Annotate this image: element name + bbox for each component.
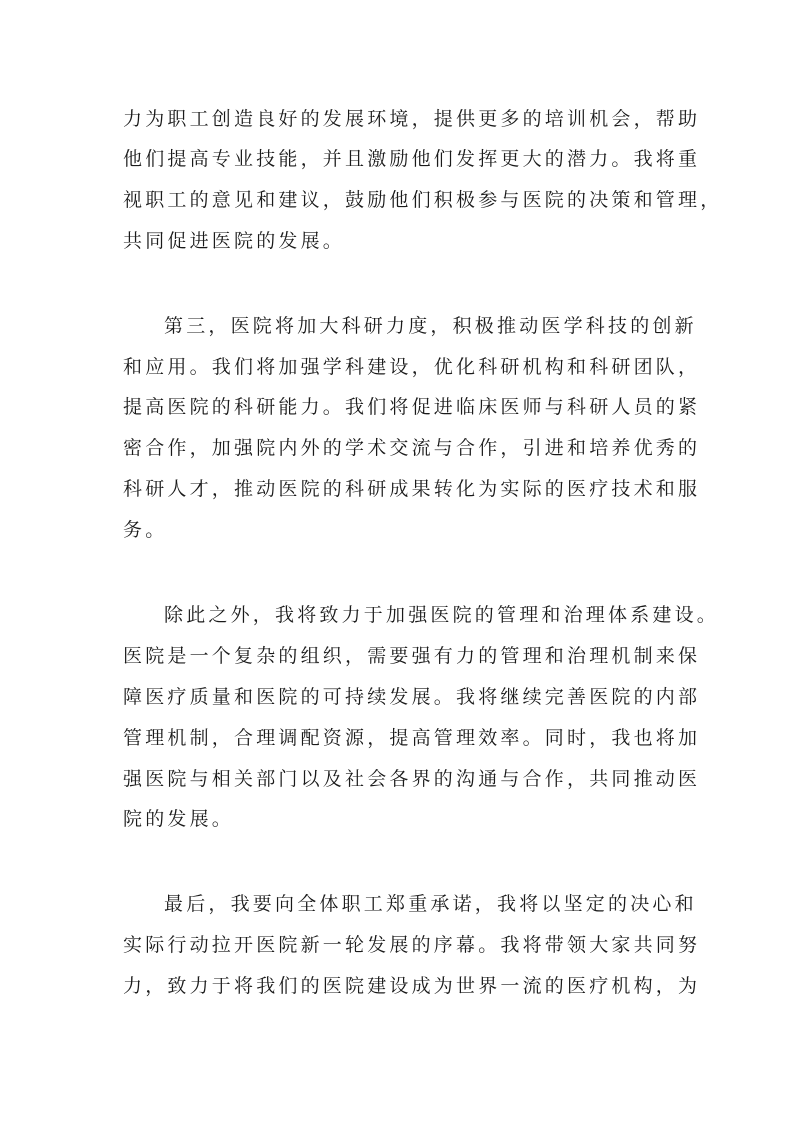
paragraph-3-line-6: 院的发展。 xyxy=(123,808,235,830)
paragraph-3-line-1: 除此之外，我将致力于加强医院的管理和治理体系建设。 xyxy=(164,604,720,626)
paragraph-4-line-3: 力，致力于将我们的医院建设成为世界一流的医疗机构，为 xyxy=(123,975,701,997)
paragraph-1-line-1: 力为职工创造良好的发展环境，提供更多的培训机会，帮助 xyxy=(123,108,701,130)
paragraph-1-line-2: 他们提高专业技能，并且激励他们发挥更大的潜力。我将重 xyxy=(123,148,701,170)
paragraph-3-line-2: 医院是一个复杂的组织，需要强有力的管理和治理机制来保 xyxy=(123,645,701,667)
paragraph-3-line-5: 强医院与相关部门以及社会各界的沟通与合作，共同推动医 xyxy=(123,768,701,790)
paragraph-3-line-4: 管理机制，合理调配资源，提高管理效率。同时，我也将加 xyxy=(123,727,701,749)
paragraph-2-line-3: 提高医院的科研能力。我们将促进临床医师与科研人员的紧 xyxy=(123,396,701,418)
paragraph-4-line-1: 最后，我要向全体职工郑重承诺，我将以坚定的决心和 xyxy=(164,893,697,915)
paragraph-1-line-4: 共同促进医院的发展。 xyxy=(123,230,346,252)
paragraph-2-line-6: 务。 xyxy=(123,519,168,541)
paragraph-3-line-3: 障医疗质量和医院的可持续发展。我将继续完善医院的内部 xyxy=(123,686,701,708)
paragraph-2-line-5: 科研人才，推动医院的科研成果转化为实际的医疗技术和服 xyxy=(123,478,701,500)
paragraph-4-line-2: 实际行动拉开医院新一轮发展的序幕。我将带领大家共同努 xyxy=(123,934,701,956)
paragraph-2-line-4: 密合作，加强院内外的学术交流与合作，引进和培养优秀的 xyxy=(123,437,701,459)
paragraph-2-line-2: 和应用。我们将加强学科建设，优化科研机构和科研团队， xyxy=(123,356,701,378)
paragraph-2-line-1: 第三，医院将加大科研力度，积极推动医学科技的创新 xyxy=(164,315,697,337)
paragraph-1-line-3: 视职工的意见和建议，鼓励他们积极参与医院的决策和管理， xyxy=(123,189,723,211)
